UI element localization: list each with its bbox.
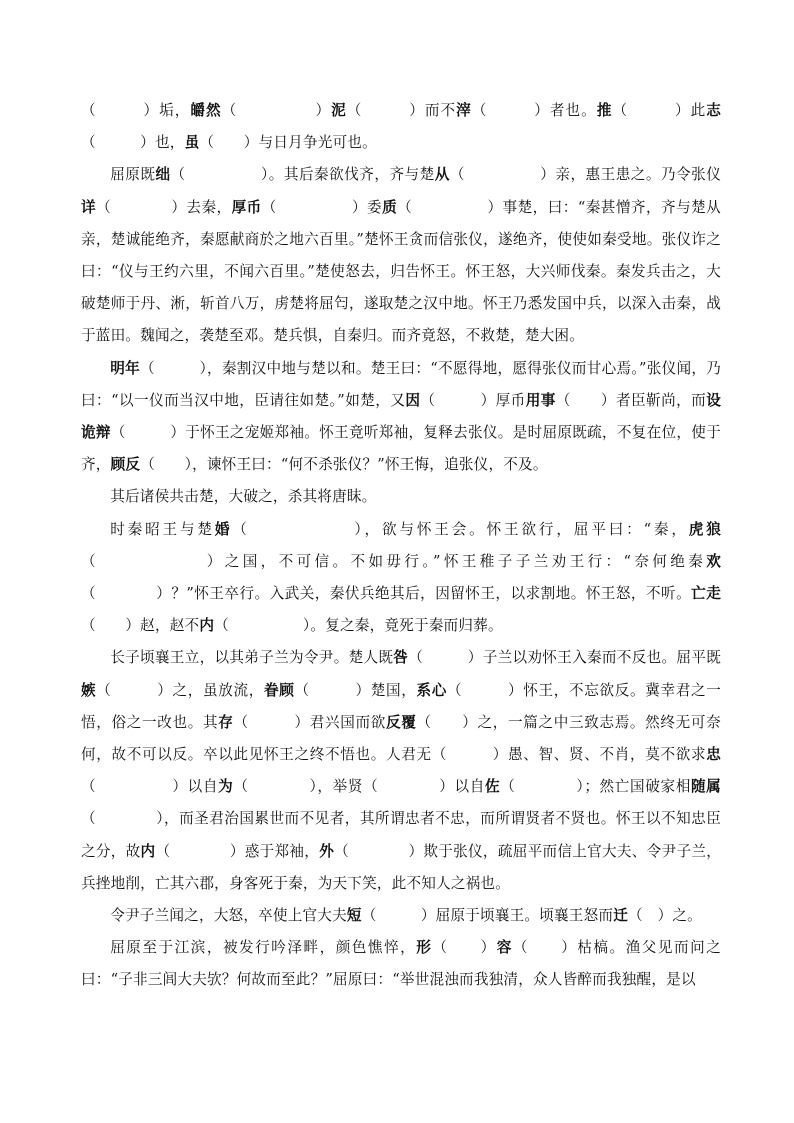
bold-term: 亡走 — [691, 585, 721, 603]
bold-term: 为 — [218, 778, 234, 796]
text-run: （ ）与日月争光可也。 — [199, 134, 377, 152]
bold-term: 绌 — [155, 166, 171, 184]
bold-term: 内 — [140, 842, 156, 860]
bold-term: 从 — [434, 166, 450, 184]
text-run: （ ）此 — [612, 102, 707, 119]
paragraph-1 — [81, 95, 721, 159]
text-run: （ ），举贤（ ）以自 — [233, 778, 485, 796]
bold-term: 设诡辩 — [81, 391, 721, 442]
text-run: 屈原既 — [110, 166, 156, 184]
bold-term: 忠 — [706, 746, 721, 764]
bold-term: 推 — [596, 102, 613, 119]
text-run: 其后诸侯共击楚，大破之，杀其将唐眜。 — [110, 488, 377, 506]
document-body — [81, 95, 721, 997]
text-run: （ ）委 — [261, 198, 383, 216]
text-run: （ ）之，虽放流， — [96, 681, 264, 699]
bold-term: 详 — [81, 198, 97, 216]
paragraph-3 — [81, 353, 721, 482]
bold-term: 眷顾 — [263, 681, 295, 699]
text-run: 时秦昭王与楚 — [110, 520, 215, 538]
text-run: （ ）以自 — [81, 778, 219, 796]
bold-term: 明年 — [110, 359, 140, 377]
bold-term: 欢 — [706, 552, 721, 570]
paragraph-8 — [81, 932, 721, 996]
bold-term: 随属 — [690, 778, 721, 796]
bold-term: 佐 — [484, 778, 501, 796]
paragraph-5 — [81, 514, 721, 643]
text-run: （ ）于怀王之宠姬郑袖。怀王竟听郑袖，复释去张仪。是时屈原既疏，不复在位，使于齐， — [81, 424, 721, 474]
text-run: （ ） — [432, 939, 497, 957]
paragraph-7 — [81, 900, 721, 932]
text-run: （ ）楚国， — [294, 681, 417, 699]
text-run: （ ）者也。 — [471, 102, 597, 119]
bold-term: 滓 — [456, 102, 472, 119]
paragraph-6 — [81, 642, 721, 900]
text-run: （ ）之，一篇之中三致志焉。然终无可奈何，故不可以反。卒以此见怀王之终不悟也。人君无（ ）愚、智、贤、不肖，莫不欲求 — [81, 713, 721, 764]
bold-term: 咎 — [393, 649, 409, 667]
bold-term: 厚币 — [231, 198, 262, 216]
text-run: （ ）垢， — [81, 102, 191, 119]
bold-term: 迁 — [613, 907, 628, 925]
text-run: 屈原至于江滨，被发行吟泽畔，颜色憔悴， — [110, 939, 417, 957]
paragraph-4 — [81, 481, 721, 513]
bold-term: 皭然 — [190, 102, 222, 119]
bold-term: 嫉 — [81, 681, 97, 699]
text-run: （ ）而不 — [346, 102, 457, 119]
text-run: （ ）欺于张仪，疏屈平而信上官大夫、令尹子兰，兵挫地削，亡其六郡，身客死于秦，为天下笑，此不知人之祸也。 — [81, 842, 722, 892]
text-run: （ ）也， — [81, 134, 185, 152]
text-run: （ ） — [221, 102, 332, 119]
paragraph-2 — [81, 159, 721, 352]
bold-term: 容 — [496, 939, 513, 957]
bold-term: 志 — [706, 102, 722, 119]
text-run: （ ）；然亡国破家相 — [500, 778, 691, 796]
text-run: （ ）。复之秦，竟死于秦而归葬。 — [214, 617, 503, 635]
text-run: （ ），而圣君治国累世而不见者，其所谓忠者不忠，而所谓贤者不贤也。怀王以不知忠臣之分，故 — [81, 810, 721, 860]
text-run: （ ）。其后秦欲伐齐，齐与楚 — [170, 166, 435, 184]
text-run: （ ）之国，不可信。不如毋行。”怀王稚子子兰劝王行：“奈何绝秦 — [81, 552, 707, 570]
bold-term: 婚 — [214, 520, 233, 538]
bold-term: 顾反 — [110, 456, 141, 474]
text-run: （ ）枯槁。渔父见而问之曰：“子非三闾大夫欤？何故而至此？”屈原曰：“举世混浊而我独清，众人皆醉而我独醒，是以 — [81, 939, 721, 989]
text-run: 长子顷襄王立，以其弟子兰为令尹。楚人既 — [110, 649, 394, 667]
text-run: （ ）厚币 — [420, 391, 526, 409]
text-run: （ ）之。 — [627, 907, 702, 925]
bold-term: 短 — [346, 907, 362, 925]
text-run: （ ）者臣靳尚，而 — [555, 391, 707, 409]
text-run: （ ），欲与怀王会。怀王欲行，屈平曰：“秦， — [232, 520, 689, 538]
text-run: （ ）惑于郑袖， — [155, 842, 320, 860]
text-run: （ ），秦割汉中地与楚以和。楚王曰：“不愿得地，愿得张仪而甘心焉。”张仪闻，乃曰：“以一仪而当汉中地，臣请往如楚。”如楚，又 — [81, 359, 721, 409]
text-run: （ ）怀王，不忘欲反。冀幸君之一悟，俗之一改也。其 — [81, 681, 721, 731]
text-run: （ ）屈原于顷襄王。顷襄王怒而 — [361, 907, 614, 925]
text-run: （ ）？”怀王卒行。入武关，秦伏兵绝其后，因留怀王，以求割地。怀王怒，不听。 — [81, 585, 692, 603]
text-run: （ ）亲，惠王患之。乃令张仪 — [449, 166, 722, 184]
bold-term: 外 — [319, 842, 335, 860]
bold-term: 内 — [199, 617, 215, 635]
text-run: 令尹子兰闻之，大怒，卒使上官大夫 — [110, 907, 347, 925]
bold-term: 存 — [218, 713, 234, 731]
text-run: （ ）子兰以劝怀王入秦而不反也。屈平既 — [408, 649, 721, 667]
text-run: （ ）君兴国而欲 — [233, 713, 386, 731]
bold-term: 质 — [382, 198, 398, 216]
bold-term: 形 — [416, 939, 433, 957]
text-run: （ ）事楚，曰：“秦甚憎齐，齐与楚从亲，楚诚能绝齐，秦愿献商於之地六百里。”楚怀王贪而信张仪，遂绝齐，使使如秦受地。张仪诈之曰：“仪与王约六里，不闻六百里。”楚使怒去，归告怀王。怀王怒，大兴师伐秦。秦发兵击之，大破楚师于丹、淅，斩首八万，虏楚将屈匄，遂取楚之汉中地。怀王乃悉发国中兵，以深入击秦，战于蓝田。魏闻之，袭楚至邓。楚兵惧，自秦归。而齐竟怒，不救楚，楚大困。 — [81, 198, 721, 345]
text-run: （ ）去秦， — [96, 198, 232, 216]
bold-term: 虎狼 — [688, 520, 722, 538]
text-run: （ ）赵，赵不 — [81, 617, 200, 635]
bold-term: 虽 — [184, 134, 200, 152]
bold-term: 因 — [405, 391, 421, 409]
bold-term: 系心 — [416, 681, 447, 699]
text-run: （ ），谏怀王曰：“何不杀张仪？”怀王悔，追张仪，不及。 — [140, 456, 548, 474]
bold-term: 用事 — [525, 391, 556, 409]
bold-term: 反覆 — [385, 713, 417, 731]
bold-term: 泥 — [331, 102, 347, 119]
